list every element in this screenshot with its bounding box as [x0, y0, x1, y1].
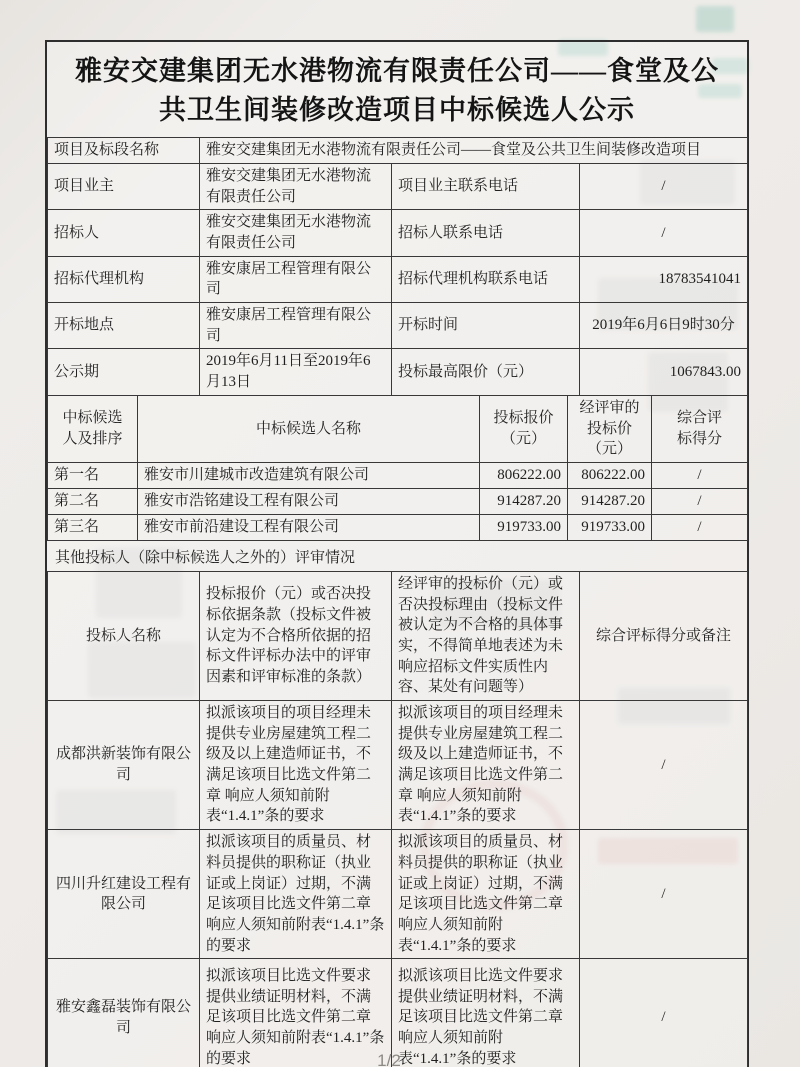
info-value: 18783541041 [580, 256, 748, 302]
rejection-reason-bid: 拟派该项目的项目经理未提供专业房屋建筑工程二级及以上建造师证书，不满足该项目比选文件第二章 响应人须知前附表“1.4.1”条的要求 [200, 701, 392, 830]
bleed-through-artifact [696, 6, 734, 32]
info-value: 雅安康居工程管理有限公司 [200, 256, 392, 302]
project-info-table [47, 137, 748, 396]
info-label: 招标代理机构联系电话 [392, 256, 580, 302]
info-label: 公示期 [48, 349, 200, 395]
candidate-name: 雅安市前沿建设工程有限公司 [138, 514, 480, 540]
candidates-header-name: 中标候选人名称 [138, 395, 480, 462]
bidder-name: 成都洪新装饰有限公司 [48, 701, 200, 830]
info-value: 雅安交建集团无水港物流有限责任公司——食堂及公共卫生间装修改造项目 [200, 138, 748, 164]
info-value: / [580, 210, 748, 256]
rejection-reason-evaluated: 拟派该项目的项目经理未提供专业房屋建筑工程二级及以上建造师证书，不满足该项目比选文件第二章 响应人须知前附表“1.4.1”条的要求 [392, 701, 580, 830]
document-title: 雅安交建集团无水港物流有限责任公司——食堂及公共卫生间装修改造项目中标候选人公示 [75, 56, 719, 126]
info-label: 招标人 [48, 210, 200, 256]
other-bidders-section-title: 其他投标人（除中标候选人之外的）评审情况 [47, 540, 747, 572]
info-value: 2019年6月11日至2019年6月13日 [200, 349, 392, 395]
rejection-reason-evaluated: 拟派该项目比选文件要求提供业绩证明材料，不满足该项目比选文件第二章 响应人须知前附表“1.4.1”条的要求 [392, 959, 580, 1067]
info-label: 项目业主联系电话 [392, 163, 580, 209]
rejection-reason-bid: 拟派该项目比选文件要求提供业绩证明材料，不满足该项目比选文件第二章 响应人须知前附表“1.4.1”条的要求 [200, 959, 392, 1067]
bidder-score: / [580, 701, 748, 830]
info-label: 项目及标段名称 [48, 138, 200, 164]
candidate-score: / [652, 462, 748, 488]
info-label: 招标人联系电话 [392, 210, 580, 256]
candidate-rank: 第一名 [48, 462, 138, 488]
candidate-name: 雅安市浩铭建设工程有限公司 [138, 488, 480, 514]
candidate-evaluated: 919733.00 [568, 514, 652, 540]
candidate-evaluated: 806222.00 [568, 462, 652, 488]
others-header-name: 投标人名称 [48, 571, 200, 700]
info-label: 招标代理机构 [48, 256, 200, 302]
info-value: 2019年6月6日9时30分 [580, 303, 748, 349]
candidates-table [47, 395, 748, 541]
rejection-reason-bid: 拟派该项目的质量员、材料员提供的职称证（执业证或上岗证）过期，不满足该项目比选文件第二章 响应人须知前附表“1.4.1”条的要求 [200, 830, 392, 959]
info-label: 项目业主 [48, 163, 200, 209]
info-value: 雅安交建集团无水港物流有限责任公司 [200, 210, 392, 256]
announcement-document [45, 40, 749, 1067]
candidate-bid: 806222.00 [480, 462, 568, 488]
candidates-header-bid: 投标报价（元） [480, 395, 568, 462]
bidder-name: 四川升红建设工程有限公司 [48, 830, 200, 959]
candidate-rank: 第三名 [48, 514, 138, 540]
bidder-name: 雅安鑫磊装饰有限公司 [48, 959, 200, 1067]
candidates-header-rank: 中标候选人及排序 [48, 395, 138, 462]
candidate-score: / [652, 514, 748, 540]
other-bidders-table [47, 571, 748, 1067]
rejection-reason-evaluated: 拟派该项目的质量员、材料员提供的职称证（执业证或上岗证）过期，不满足该项目比选文件第二章 响应人须知前附表“1.4.1”条的要求 [392, 830, 580, 959]
others-header-bid: 投标报价（元）或否决投标依据条款（投标文件被认定为不合格所依据的招标文件评标办法中的评审因素和评审标准的条款） [200, 571, 392, 700]
bidder-score: / [580, 959, 748, 1067]
info-value: / [580, 163, 748, 209]
candidate-rank: 第二名 [48, 488, 138, 514]
bidder-score: / [580, 830, 748, 959]
info-label: 开标时间 [392, 303, 580, 349]
candidate-bid: 914287.20 [480, 488, 568, 514]
page-number: 1/2 [377, 1051, 401, 1067]
info-label: 开标地点 [48, 303, 200, 349]
info-value: 1067843.00 [580, 349, 748, 395]
candidate-name: 雅安市川建城市改造建筑有限公司 [138, 462, 480, 488]
candidates-header-score: 综合评标得分 [652, 395, 748, 462]
info-label: 投标最高限价（元） [392, 349, 580, 395]
candidate-bid: 919733.00 [480, 514, 568, 540]
candidate-score: / [652, 488, 748, 514]
others-header-evaluated: 经评审的投标价（元）或否决投标理由（投标文件被认定为不合格的具体事实，不得简单地表述为未响应招标文件实质性内容、某处有问题等） [392, 571, 580, 700]
others-header-score: 综合评标得分或备注 [580, 571, 748, 700]
candidates-header-evaluated: 经评审的投标价（元） [568, 395, 652, 462]
info-value: 雅安交建集团无水港物流有限责任公司 [200, 163, 392, 209]
info-value: 雅安康居工程管理有限公司 [200, 303, 392, 349]
candidate-evaluated: 914287.20 [568, 488, 652, 514]
